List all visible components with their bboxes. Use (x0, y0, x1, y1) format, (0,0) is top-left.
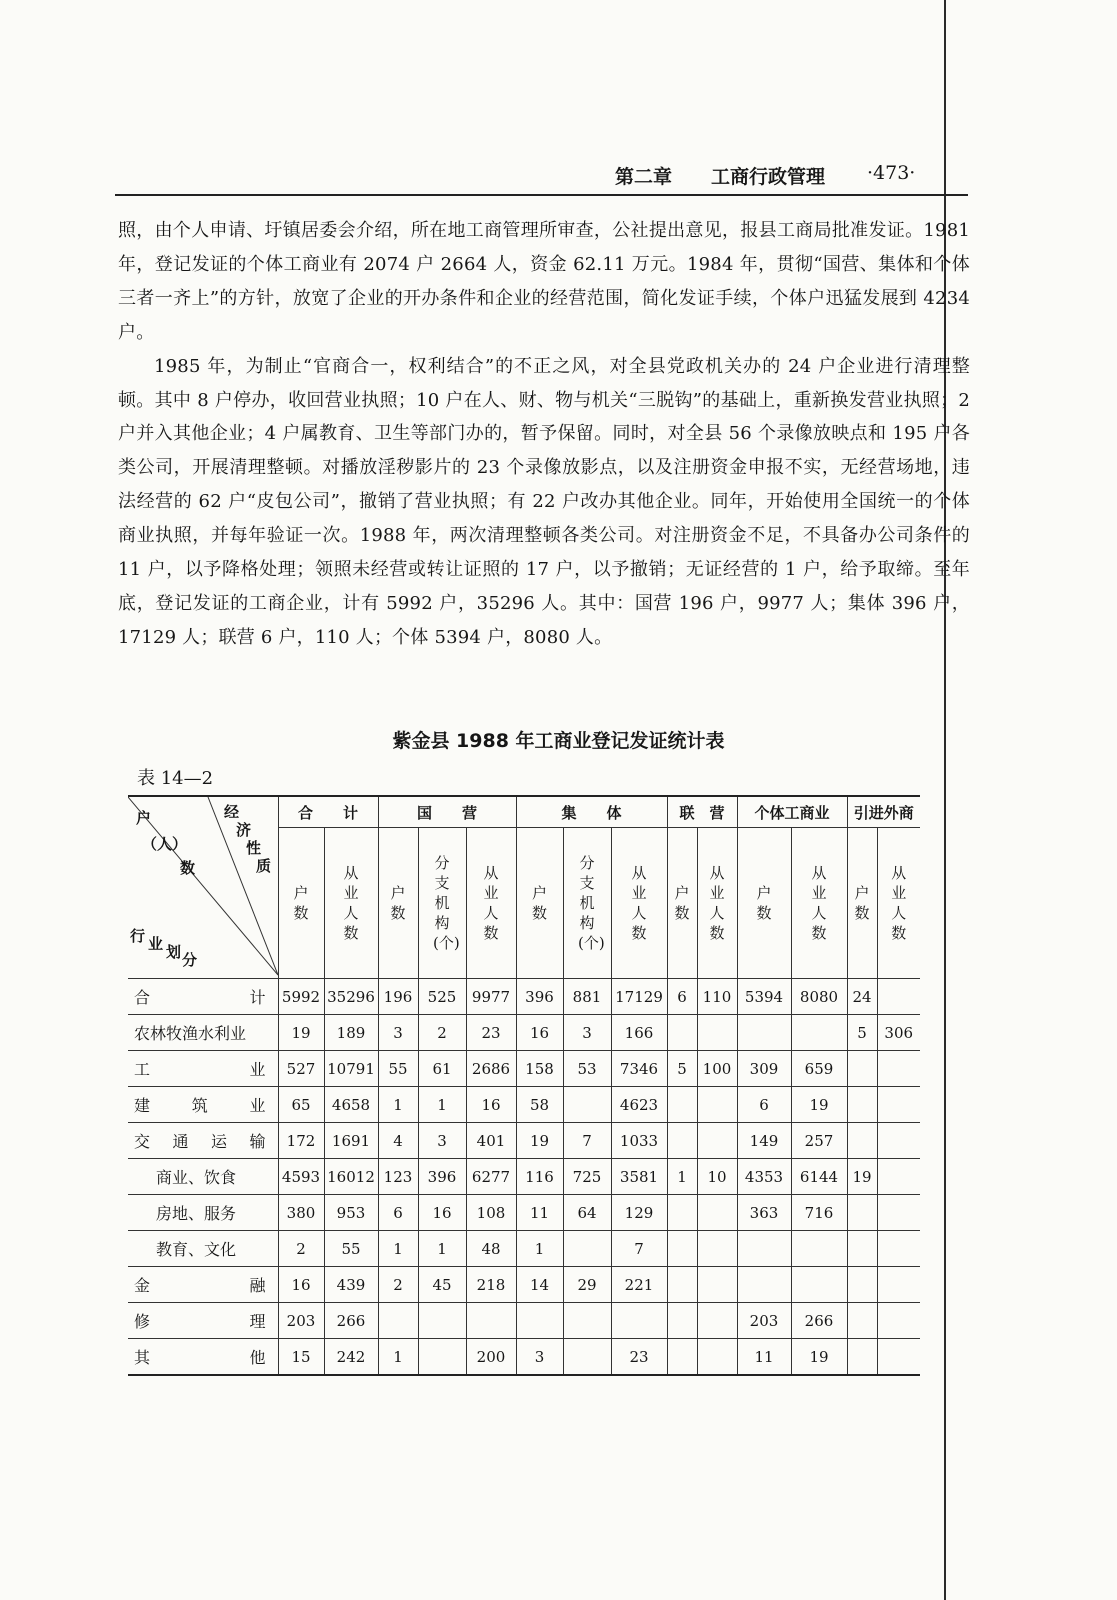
table-cell: 19 (516, 1123, 563, 1159)
table-cell: 4 (378, 1123, 418, 1159)
table-cell: 4658 (324, 1087, 378, 1123)
table-cell: 6 (378, 1195, 418, 1231)
table-cell: 10 (697, 1159, 737, 1195)
table-cell (877, 1123, 920, 1159)
table-row (128, 1303, 920, 1339)
table-cell (877, 1195, 920, 1231)
paragraph: 照，由个人申请、圩镇居委会介绍，所在地工商管理所审查，公社提出意见，报县工商局批准发证。1981 年，登记发证的个体工商业有 2074 户 2664 人，资金 62.11 万元。1984 年，贯彻“国营、集体和个体三者一齐上”的方针，放宽了企业的开办条件和企业的经营范围，简化发证手续，个体户迅猛发展到 4234 户。 (118, 220, 970, 343)
table-cell: 2 (378, 1267, 418, 1303)
table-cell: 716 (791, 1195, 847, 1231)
table-cell: 45 (418, 1267, 466, 1303)
table-cell: 116 (516, 1159, 563, 1195)
table-cell (418, 1303, 466, 1339)
sub-header: 从业人数 (697, 828, 737, 979)
table-row (128, 979, 920, 1015)
table-cell (847, 1231, 877, 1267)
sub-header: 从业人数 (611, 828, 667, 979)
table-cell: 58 (516, 1087, 563, 1123)
table-cell (877, 1303, 920, 1339)
table-cell: 35296 (324, 979, 378, 1015)
sub-header: 户数 (667, 828, 697, 979)
table-cell: 6144 (791, 1159, 847, 1195)
table-cell (466, 1303, 516, 1339)
table-cell: 19 (278, 1015, 324, 1051)
table-row (128, 1087, 920, 1123)
table-cell: 123 (378, 1159, 418, 1195)
row-label: 修 理 (128, 1303, 278, 1339)
table-cell: 525 (418, 979, 466, 1015)
row-label: 建 筑 业 (128, 1087, 278, 1123)
table-cell (667, 1231, 697, 1267)
table-cell (847, 1123, 877, 1159)
sub-header: 从业人数 (877, 828, 920, 979)
table-cell: 218 (466, 1267, 516, 1303)
table-cell: 221 (611, 1267, 667, 1303)
table-cell: 363 (737, 1195, 791, 1231)
table-cell: 108 (466, 1195, 516, 1231)
table-cell: 11 (516, 1195, 563, 1231)
table-cell: 172 (278, 1123, 324, 1159)
statistics-table (128, 795, 920, 1376)
table-cell (697, 1195, 737, 1231)
table-cell: 4593 (278, 1159, 324, 1195)
table-row (128, 1123, 920, 1159)
table-cell: 8080 (791, 979, 847, 1015)
sub-header: 户数 (516, 828, 563, 979)
table-number: 表 14—2 (137, 768, 214, 789)
table-cell: 527 (278, 1051, 324, 1087)
table-cell: 257 (791, 1123, 847, 1159)
table-cell: 149 (737, 1123, 791, 1159)
table-cell: 1 (378, 1231, 418, 1267)
table-cell: 6 (737, 1087, 791, 1123)
group-header-total: 合 计 (278, 796, 378, 828)
table-cell (563, 1339, 611, 1376)
chapter-number: 第二章 (615, 166, 673, 188)
running-header (615, 162, 965, 192)
table-cell: 7346 (611, 1051, 667, 1087)
table-cell: 29 (563, 1267, 611, 1303)
table-cell: 396 (516, 979, 563, 1015)
table-cell: 166 (611, 1015, 667, 1051)
table-cell: 19 (791, 1339, 847, 1376)
table-cell: 200 (466, 1339, 516, 1376)
table-cell (563, 1303, 611, 1339)
table-cell: 3 (418, 1123, 466, 1159)
table-cell: 110 (697, 979, 737, 1015)
sub-header: 户数 (278, 828, 324, 979)
table-cell (667, 1303, 697, 1339)
corner-label: 行 (130, 927, 146, 945)
table-cell (877, 1231, 920, 1267)
table-cell: 61 (418, 1051, 466, 1087)
table-cell: 306 (877, 1015, 920, 1051)
table-cell: 396 (418, 1159, 466, 1195)
table-cell (697, 1087, 737, 1123)
table-cell: 4353 (737, 1159, 791, 1195)
table-cell: 6277 (466, 1159, 516, 1195)
table-cell: 24 (847, 979, 877, 1015)
table-cell: 1 (418, 1087, 466, 1123)
table-cell: 5394 (737, 979, 791, 1015)
table-cell: 16 (278, 1267, 324, 1303)
table-cell (877, 1267, 920, 1303)
table-cell (667, 1195, 697, 1231)
table-cell: 7 (611, 1231, 667, 1267)
table-cell: 7 (563, 1123, 611, 1159)
table-cell (791, 1231, 847, 1267)
table-cell (877, 1051, 920, 1087)
table-cell (563, 1087, 611, 1123)
table-cell: 129 (611, 1195, 667, 1231)
table-cell: 19 (847, 1159, 877, 1195)
table-cell: 17129 (611, 979, 667, 1015)
table-cell (418, 1339, 466, 1376)
table-cell: 3 (516, 1339, 563, 1376)
table-cell: 266 (791, 1303, 847, 1339)
sub-header: 分支机构(个) (563, 828, 611, 979)
table-cell: 1691 (324, 1123, 378, 1159)
corner-label: 户 (136, 809, 152, 827)
table-cell: 48 (466, 1231, 516, 1267)
table-cell: 2686 (466, 1051, 516, 1087)
table-cell (563, 1231, 611, 1267)
table-cell (667, 1339, 697, 1376)
corner-label: 性 (246, 839, 262, 857)
table-cell: 53 (563, 1051, 611, 1087)
table-row (128, 1195, 920, 1231)
table-cell: 1033 (611, 1123, 667, 1159)
table-cell: 55 (324, 1231, 378, 1267)
table-cell: 4623 (611, 1087, 667, 1123)
sub-header: 户数 (737, 828, 791, 979)
table-cell: 5992 (278, 979, 324, 1015)
table-cell: 23 (611, 1339, 667, 1376)
table-cell: 5 (847, 1015, 877, 1051)
table-cell: 953 (324, 1195, 378, 1231)
corner-diagonal-header (128, 796, 278, 979)
sub-header: 户数 (847, 828, 877, 979)
row-label: 商业、饮食 (128, 1159, 278, 1195)
table-cell: 659 (791, 1051, 847, 1087)
table-row (128, 1159, 920, 1195)
table-cell (847, 1303, 877, 1339)
group-header-foreign: 引进外商 (847, 796, 920, 828)
table-cell (697, 1015, 737, 1051)
sub-header: 从业人数 (466, 828, 516, 979)
table-cell (667, 1087, 697, 1123)
table-cell (697, 1303, 737, 1339)
table-cell: 158 (516, 1051, 563, 1087)
table-cell: 1 (418, 1231, 466, 1267)
table-cell: 55 (378, 1051, 418, 1087)
table-cell (847, 1051, 877, 1087)
table-cell (378, 1303, 418, 1339)
corner-label: （人） (142, 835, 188, 853)
table-row (128, 1339, 920, 1376)
table-cell (877, 1339, 920, 1376)
table-cell: 16 (516, 1015, 563, 1051)
table-cell (667, 1123, 697, 1159)
corner-label: 质 (256, 857, 272, 875)
table-cell (697, 1267, 737, 1303)
chapter-title: 工商行政管理 (711, 166, 826, 188)
table-cell: 65 (278, 1087, 324, 1123)
table-cell (697, 1231, 737, 1267)
table-cell: 1 (378, 1087, 418, 1123)
table-cell (737, 1267, 791, 1303)
table-cell: 16 (466, 1087, 516, 1123)
table-cell: 401 (466, 1123, 516, 1159)
table-cell: 2 (278, 1231, 324, 1267)
corner-label: 业 (148, 935, 164, 953)
table-cell (877, 1159, 920, 1195)
table-cell: 2 (418, 1015, 466, 1051)
row-label: 教育、文化 (128, 1231, 278, 1267)
sub-header: 分支机构(个) (418, 828, 466, 979)
table-cell (847, 1267, 877, 1303)
table-cell (667, 1015, 697, 1051)
table-cell: 189 (324, 1015, 378, 1051)
table-row (128, 1015, 920, 1051)
sub-header: 户数 (378, 828, 418, 979)
table-cell (877, 1087, 920, 1123)
row-label: 金 融 (128, 1267, 278, 1303)
table-cell: 3 (563, 1015, 611, 1051)
table-cell: 64 (563, 1195, 611, 1231)
table-cell: 3581 (611, 1159, 667, 1195)
body-text (118, 214, 970, 655)
group-header-individual: 个体工商业 (737, 796, 847, 828)
table-cell: 380 (278, 1195, 324, 1231)
header-rule (115, 194, 968, 196)
table-cell (611, 1303, 667, 1339)
table-cell: 14 (516, 1267, 563, 1303)
table-cell: 9977 (466, 979, 516, 1015)
corner-label: 分 (182, 951, 198, 969)
corner-label: 经 (224, 803, 240, 821)
table-cell: 725 (563, 1159, 611, 1195)
table-cell: 19 (791, 1087, 847, 1123)
group-header-state: 国 营 (378, 796, 516, 828)
row-label: 交 通 运 输 (128, 1123, 278, 1159)
table-cell (791, 1015, 847, 1051)
table-title: 紫金县 1988 年工商业登记发证统计表 (392, 730, 725, 752)
table-row (128, 1051, 920, 1087)
table-cell: 203 (278, 1303, 324, 1339)
table-cell (697, 1339, 737, 1376)
table-cell (877, 979, 920, 1015)
row-label: 农林牧渔水利业 (128, 1015, 278, 1051)
paragraph: 1985 年，为制止“官商合一，权利结合”的不正之风，对全县党政机关办的 24 户企业进行清理整顿。其中 8 户停办，收回营业执照；10 户在人、财、物与机关“三脱钩”的基础上，重新换发营业执照；2 户并入其他企业；4 户属教育、卫生等部门办的，暂予保留。同时，对全县 56 个录像放映点和 195 户各类公司，开展清理整顿。对播放淫秽影片的 23 个录像放影点，以及注册资金申报不实，无经营场地，违法经营的 62 户“皮包公司”，撤销了营业执照；有 22 户改办其他企业。同年，开始使用全国统一的个体商业执照，并每年验证一次。1988 年，两次清理整顿各类公司。对注册资金不足，不具备办公司条件的 11 户，以予降格处理；领照未经营或转让证照的 17 户，以予撤销；无证经营的 1 户，给予取缔。至年底，登记发证的工商企业，计有 5992 户，35296 人。其中：国营 196 户，9977 人；集体 396 户，17129 人；联营 6 户，110 人；个体 5394 户，8080 人。 (118, 355, 970, 648)
table-cell: 881 (563, 979, 611, 1015)
table-cell (667, 1267, 697, 1303)
corner-label: 济 (236, 821, 252, 839)
sub-header: 从业人数 (791, 828, 847, 979)
table-cell (847, 1087, 877, 1123)
table-cell (737, 1015, 791, 1051)
sub-header: 从业人数 (324, 828, 378, 979)
table-row (128, 1267, 920, 1303)
group-header-joint: 联 营 (667, 796, 737, 828)
table-cell: 439 (324, 1267, 378, 1303)
table-body (128, 979, 920, 1376)
row-label: 工 业 (128, 1051, 278, 1087)
row-label: 合 计 (128, 979, 278, 1015)
table-cell (791, 1267, 847, 1303)
table-cell (847, 1195, 877, 1231)
table-cell (697, 1123, 737, 1159)
corner-label: 数 (180, 859, 196, 877)
group-header-collective: 集 体 (516, 796, 667, 828)
table-cell (847, 1339, 877, 1376)
group-header-row (128, 796, 920, 828)
table-cell: 6 (667, 979, 697, 1015)
table-cell: 100 (697, 1051, 737, 1087)
table-cell: 242 (324, 1339, 378, 1376)
corner-label: 划 (166, 943, 182, 961)
table-cell: 16 (418, 1195, 466, 1231)
table-cell: 15 (278, 1339, 324, 1376)
row-label: 其 他 (128, 1339, 278, 1376)
table-cell (737, 1231, 791, 1267)
table-cell: 203 (737, 1303, 791, 1339)
table-row (128, 1231, 920, 1267)
table-cell: 196 (378, 979, 418, 1015)
table-cell: 309 (737, 1051, 791, 1087)
table-cell: 3 (378, 1015, 418, 1051)
row-label: 房地、服务 (128, 1195, 278, 1231)
table-cell: 10791 (324, 1051, 378, 1087)
table-cell: 1 (516, 1231, 563, 1267)
table-cell: 266 (324, 1303, 378, 1339)
table-cell: 1 (378, 1339, 418, 1376)
table-cell (516, 1303, 563, 1339)
page-number: ·473· (867, 162, 916, 184)
table-cell: 1 (667, 1159, 697, 1195)
table-cell: 16012 (324, 1159, 378, 1195)
table-cell: 23 (466, 1015, 516, 1051)
table-cell: 5 (667, 1051, 697, 1087)
table-cell: 11 (737, 1339, 791, 1376)
